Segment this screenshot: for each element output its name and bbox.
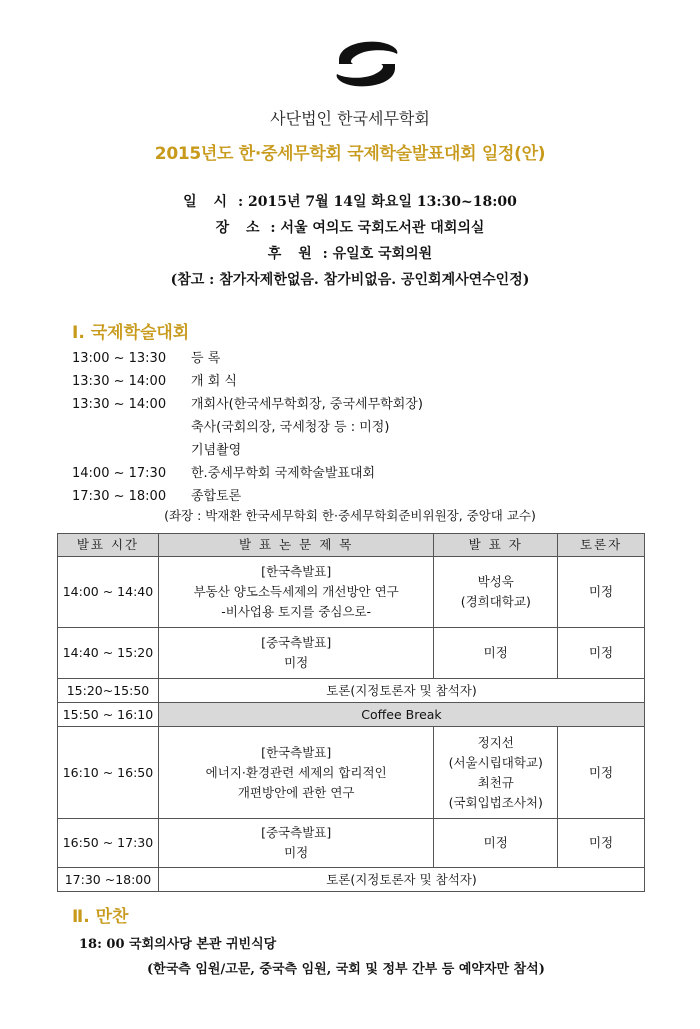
info-value: 서울 여의도 국회도서관 대회의실 bbox=[280, 220, 485, 236]
schedule-item: 한.중세무학회 국제학술발표대회 bbox=[191, 466, 376, 481]
presenter-line: 미정 bbox=[483, 645, 508, 660]
info-label: 후 원 bbox=[267, 246, 318, 262]
row-time: 15:50 ~ 16:10 bbox=[58, 703, 159, 727]
row-presenter bbox=[434, 557, 558, 628]
presenter-line: 박성욱 bbox=[477, 574, 514, 589]
row-discussant: 미정 bbox=[558, 727, 645, 819]
info-value: 유일호 국회의원 bbox=[332, 246, 433, 262]
info-label: 일 시 bbox=[183, 194, 234, 210]
row-title bbox=[158, 628, 433, 679]
table-row bbox=[58, 868, 645, 892]
title-line: [한국측발표] bbox=[261, 564, 332, 579]
presenter-line: (서울시립대학교) bbox=[448, 754, 543, 770]
header-discussant: 토론자 bbox=[558, 534, 645, 557]
info-label: 장 소 bbox=[215, 220, 266, 236]
table-row bbox=[58, 679, 645, 703]
schedule-item: 개회사(한국세무학회장, 중국세무학회장) bbox=[191, 397, 423, 412]
title-line: 부동산 양도소득세제의 개선방안 연구 bbox=[193, 584, 399, 599]
row-discussant: 미정 bbox=[558, 628, 645, 679]
row-presenter bbox=[434, 819, 558, 868]
document-title: 2015년도 한·중세무학회 국제학술발표대회 일정(안) bbox=[154, 144, 546, 164]
row-discussant: 미정 bbox=[558, 557, 645, 628]
schedule-continuation: 축사(국회의장, 국세청장 등 : 미정) bbox=[191, 420, 390, 435]
schedule-time: 13:30 ~ 14:00 bbox=[72, 397, 167, 412]
coffee-break-cell: Coffee Break bbox=[158, 703, 644, 727]
schedule-item: 종합토론 bbox=[191, 489, 242, 504]
section-1-heading: Ⅰ. 국제학술대회 bbox=[72, 323, 190, 343]
row-discussant: 미정 bbox=[558, 819, 645, 868]
row-presenter bbox=[434, 727, 558, 819]
info-date: 일 시 : 2015년 7월 14일 화요일 13:30~18:00 bbox=[183, 194, 517, 210]
row-time: 16:50 ~ 17:30 bbox=[58, 819, 159, 868]
society-logo bbox=[331, 38, 403, 90]
info-note: (참고 : 참가자제한없음. 참가비없음. 공인회계사연수인정) bbox=[170, 272, 530, 288]
row-time: 16:10 ~ 16:50 bbox=[58, 727, 159, 819]
title-line: [한국측발표] bbox=[261, 744, 332, 760]
info-value: 2015년 7월 14일 화요일 13:30~18:00 bbox=[248, 194, 517, 210]
info-sponsor: 후 원 : 유일호 국회의원 bbox=[267, 246, 433, 262]
schedule-continuation: 기념촬영 bbox=[191, 443, 242, 458]
row-title bbox=[158, 557, 433, 628]
title-line: 미정 bbox=[284, 845, 309, 860]
dinner-attendees: (한국측 임원/고문, 중국측 임원, 국회 및 정부 간부 등 예약자만 참석) bbox=[147, 962, 545, 977]
section-2-heading: Ⅱ. 만찬 bbox=[72, 907, 129, 927]
schedule-row bbox=[72, 393, 423, 412]
schedule-item: 개 회 식 bbox=[191, 374, 237, 389]
title-line: -비사업용 토지를 중심으로- bbox=[221, 604, 372, 619]
table-header-row bbox=[58, 534, 645, 557]
table-row bbox=[58, 557, 645, 628]
header-time: 발표 시간 bbox=[58, 534, 159, 557]
row-time: 14:00 ~ 14:40 bbox=[58, 557, 159, 628]
row-title bbox=[158, 727, 433, 819]
chair-note: (좌장 : 박재환 한국세무학회 한·중세무학회준비위원장, 중앙대 교수) bbox=[164, 508, 536, 523]
table-row bbox=[58, 703, 645, 727]
presenter-line: (국회입법조사처) bbox=[448, 794, 543, 810]
presenter-line: 미정 bbox=[483, 835, 508, 850]
organization-name: 사단법인 한국세무학회 bbox=[270, 109, 430, 128]
schedule-time: 13:30 ~ 14:00 bbox=[72, 374, 167, 389]
row-presenter bbox=[434, 628, 558, 679]
row-time: 17:30 ~18:00 bbox=[58, 868, 159, 892]
program-table bbox=[57, 533, 645, 892]
schedule-time: 17:30 ~ 18:00 bbox=[72, 489, 167, 504]
schedule-item: 등 록 bbox=[191, 351, 221, 366]
title-line: 에너지·환경관련 세제의 합리적인 bbox=[205, 764, 387, 780]
schedule-row bbox=[72, 347, 220, 366]
schedule-row bbox=[72, 370, 237, 389]
row-merged: 토론(지정토론자 및 참석자) bbox=[158, 679, 644, 703]
title-line: 개편방안에 관한 연구 bbox=[237, 784, 355, 800]
row-title bbox=[158, 819, 433, 868]
dinner-place: 18: 00 국회의사당 본관 귀빈식당 bbox=[79, 937, 277, 952]
title-line: [중국측발표] bbox=[261, 635, 332, 650]
header-title: 발 표 논 문 제 목 bbox=[158, 534, 433, 557]
header-presenter: 발 표 자 bbox=[434, 534, 558, 557]
presenter-line: 최천규 bbox=[477, 774, 514, 790]
row-time: 14:40 ~ 15:20 bbox=[58, 628, 159, 679]
table-row bbox=[58, 727, 645, 819]
presenter-line: 정지선 bbox=[477, 734, 514, 750]
schedule-time: 14:00 ~ 17:30 bbox=[72, 466, 167, 481]
presenter-line: (경희대학교) bbox=[460, 594, 531, 609]
row-time: 15:20~15:50 bbox=[58, 679, 159, 703]
table-row bbox=[58, 819, 645, 868]
title-line: 미정 bbox=[284, 655, 309, 670]
info-place: 장 소 : 서울 여의도 국회도서관 대회의실 bbox=[215, 220, 485, 236]
schedule-row bbox=[72, 462, 375, 481]
row-merged: 토론(지정토론자 및 참석자) bbox=[158, 868, 644, 892]
schedule-row bbox=[72, 485, 241, 504]
schedule-time: 13:00 ~ 13:30 bbox=[72, 351, 167, 366]
title-line: [중국측발표] bbox=[261, 825, 332, 840]
table-row bbox=[58, 628, 645, 679]
